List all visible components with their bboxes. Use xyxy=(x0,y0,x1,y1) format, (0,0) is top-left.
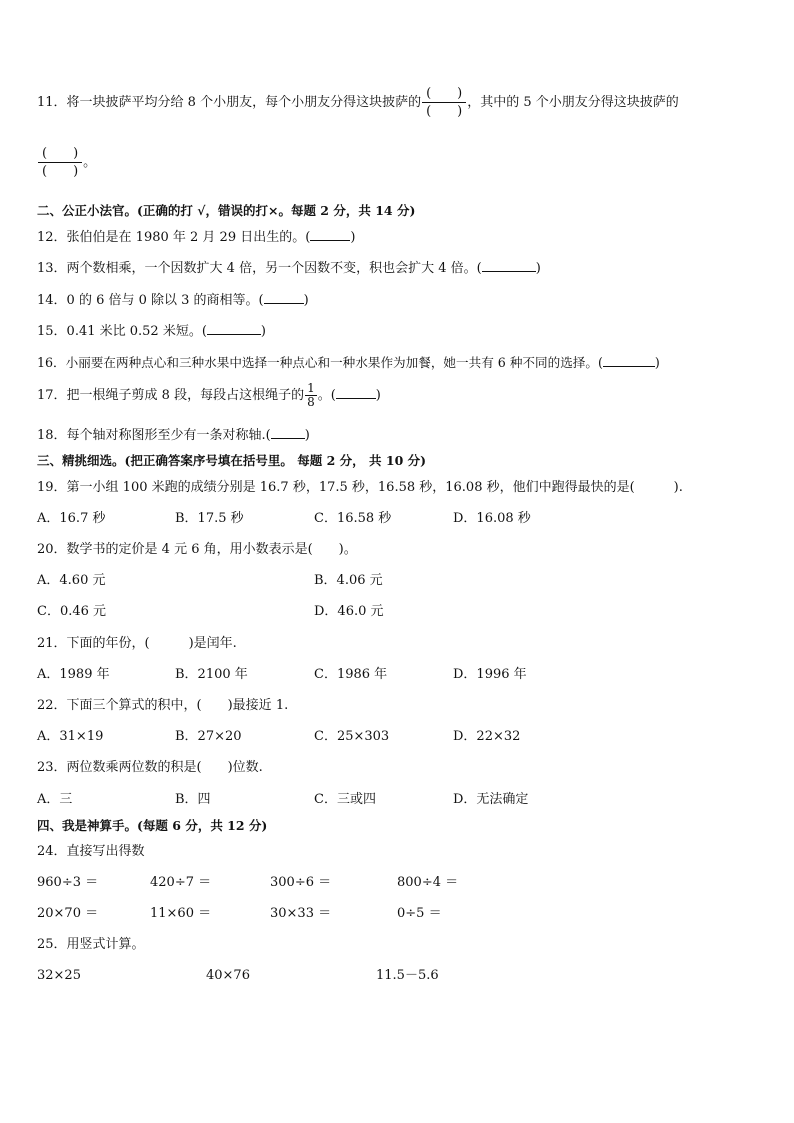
calc-item: 800÷4 ＝ xyxy=(397,875,459,890)
option-23-c[interactable]: C．三或四 xyxy=(314,792,376,807)
question-16: 16．小丽要在两种点心和三种水果中选择一种点心和一种水果作为加餐，她一共有 6 种不同的选择。( ) xyxy=(37,355,660,370)
question-11-text-b: ，其中的 5 个小朋友分得这块披萨的 xyxy=(467,95,679,110)
calc-item: 30×33 ＝ xyxy=(270,906,332,921)
question-23: 23．两位数乘两位数的积是( )位数. xyxy=(37,760,263,775)
question-19: 19．第一小组 100 米跑的成绩分别是 16.7 秒，17.5 秒，16.58 秒，16.08 秒，他们中跑得最快的是( ). xyxy=(37,480,683,495)
calc-item: 300÷6 ＝ xyxy=(270,875,332,890)
question-20: 20．数学书的定价是 4 元 6 角，用小数表示是( )。 xyxy=(37,542,357,557)
option-19-b[interactable]: B．17.5 秒 xyxy=(175,511,244,526)
option-23-a[interactable]: A．三 xyxy=(37,792,73,807)
option-21-a[interactable]: A．1989 年 xyxy=(37,667,110,682)
option-21-d[interactable]: D．1996 年 xyxy=(453,667,527,682)
question-24: 24．直接写出得数 xyxy=(37,844,145,859)
calc-item: 0÷5 ＝ xyxy=(397,906,442,921)
fraction-one-eighth: $\frac{1}{8}$ xyxy=(307,381,315,409)
option-22-c[interactable]: C．25×303 xyxy=(314,729,390,744)
question-25: 25．用竖式计算。 xyxy=(37,937,145,952)
option-22-b[interactable]: B．27×20 xyxy=(175,729,242,744)
answer-blank[interactable] xyxy=(207,323,261,335)
option-22-d[interactable]: D．22×32 xyxy=(453,729,521,744)
question-11-end: 。 xyxy=(83,155,97,170)
vertical-calc-item: 11.5－5.6 xyxy=(376,968,439,983)
option-20-c[interactable]: C．0.46 元 xyxy=(37,604,107,619)
calc-item: 20×70 ＝ xyxy=(37,906,99,921)
calc-item: 420÷7 ＝ xyxy=(150,875,212,890)
calc-item: 960÷3 ＝ xyxy=(37,875,99,890)
question-11 xyxy=(37,86,679,119)
section-3-heading: 三、精挑细选。(把正确答案序号填在括号里。 每题 2 分， 共 10 分) xyxy=(37,453,427,468)
option-20-a[interactable]: A．4.60 元 xyxy=(37,573,106,588)
answer-fraction-blank[interactable]: $\frac{( )}{( )}$ xyxy=(38,146,82,179)
option-20-b[interactable]: B．4.06 元 xyxy=(314,573,383,588)
option-21-c[interactable]: C．1986 年 xyxy=(314,667,388,682)
answer-blank[interactable] xyxy=(310,229,350,241)
section-2-heading: 二、公正小法官。(正确的打 √，错误的打×。每题 2 分，共 14 分) xyxy=(37,203,416,218)
question-14: 14．0 的 6 倍与 0 除以 3 的商相等。( ) xyxy=(37,293,309,308)
option-19-c[interactable]: C．16.58 秒 xyxy=(314,511,392,526)
answer-blank[interactable] xyxy=(271,427,305,439)
question-21: 21．下面的年份，( )是闰年. xyxy=(37,636,237,651)
question-18: 18．每个轴对称图形至少有一条对称轴.( ) xyxy=(37,428,310,443)
option-19-d[interactable]: D．16.08 秒 xyxy=(453,511,531,526)
option-22-a[interactable]: A．31×19 xyxy=(37,729,104,744)
answer-blank[interactable] xyxy=(336,387,376,399)
option-20-d[interactable]: D．46.0 元 xyxy=(314,604,384,619)
answer-blank[interactable] xyxy=(264,292,304,304)
option-19-a[interactable]: A．16.7 秒 xyxy=(37,511,106,526)
answer-blank[interactable] xyxy=(603,355,655,367)
question-15: 15．0.41 米比 0.52 米短。( ) xyxy=(37,324,266,339)
option-23-b[interactable]: B．四 xyxy=(175,792,211,807)
question-11-continued xyxy=(37,146,96,179)
answer-fraction-blank[interactable]: $\frac{( )}{( )}$ xyxy=(422,86,466,119)
section-4-heading: 四、我是神算手。(每题 6 分，共 12 分) xyxy=(37,818,268,833)
vertical-calc-item: 40×76 xyxy=(206,968,250,983)
option-21-b[interactable]: B．2100 年 xyxy=(175,667,248,682)
question-22: 22．下面三个算式的积中，( )最接近 1. xyxy=(37,698,289,713)
option-23-d[interactable]: D．无法确定 xyxy=(453,792,529,807)
answer-blank[interactable] xyxy=(482,260,536,272)
question-13: 13．两个数相乘，一个因数扩大 4 倍，另一个因数不变，积也会扩大 4 倍。( ) xyxy=(37,261,541,276)
question-17: 17．把一根绳子剪成 8 段，每段占这根绳子的 $\frac{1}{8}$ 。( ) xyxy=(37,381,381,409)
question-12: 12．张伯伯是在 1980 年 2 月 29 日出生的。( ) xyxy=(37,230,356,245)
calc-item: 11×60 ＝ xyxy=(150,906,212,921)
question-11-text-a: 11．将一块披萨平均分给 8 个小朋友，每个小朋友分得这块披萨的 xyxy=(37,95,422,110)
vertical-calc-item: 32×25 xyxy=(37,968,81,983)
